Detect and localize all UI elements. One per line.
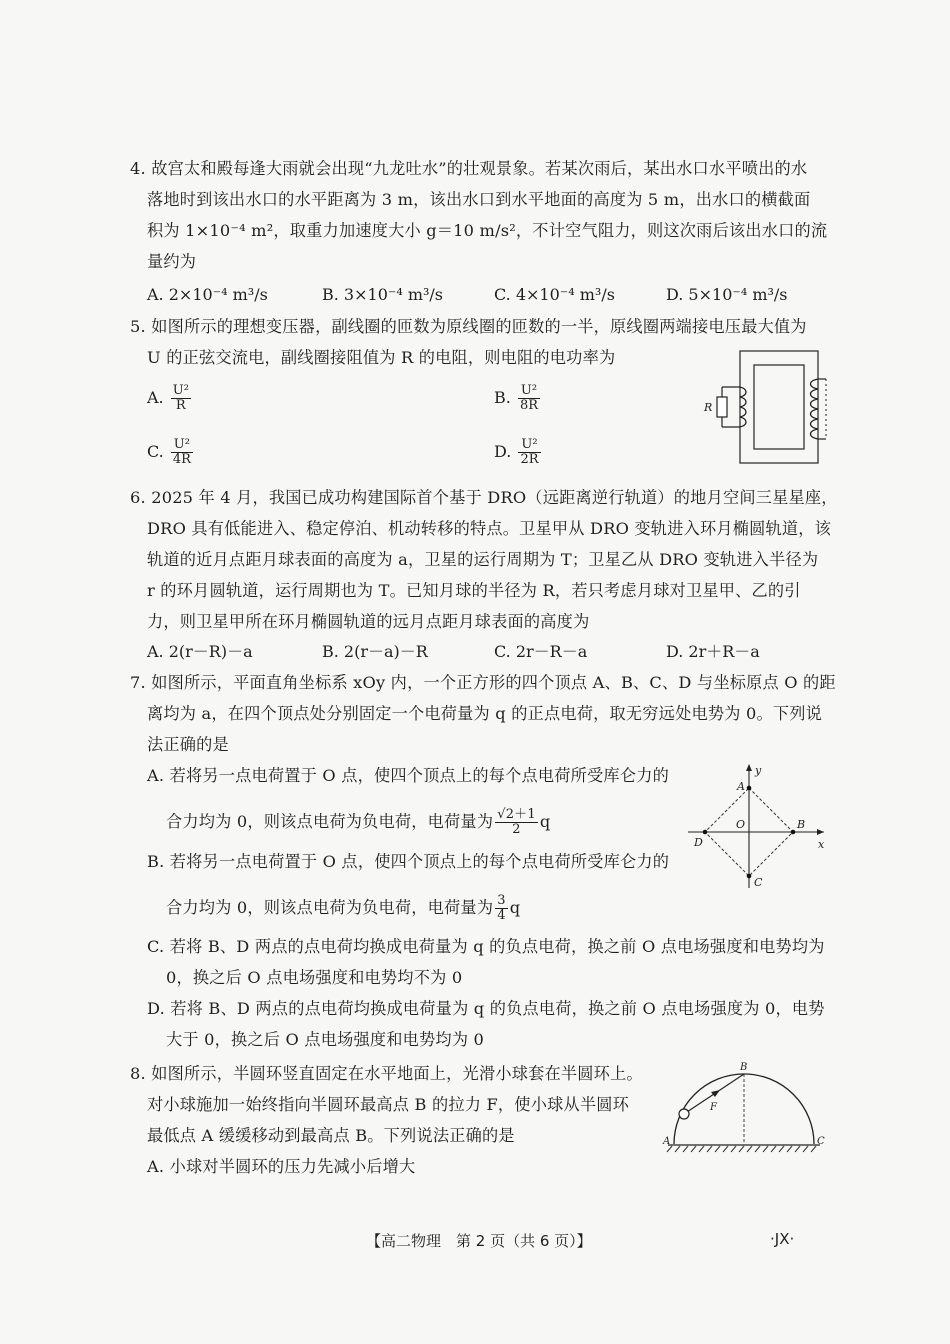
- q6-option-a: A. 2(r－R)－a: [147, 642, 253, 661]
- q7-line-1: 7. 如图所示，平面直角坐标系 xOy 内，一个正方形的四个顶点 A、B、C、D 与坐标原点 O 的距: [130, 673, 836, 692]
- q7-option-b-q: q: [509, 898, 521, 917]
- q5-option-c-label: C.: [147, 442, 164, 461]
- label-a: A: [663, 1136, 671, 1147]
- q6-option-c: C. 2r－R－a: [494, 642, 588, 661]
- q7-option-d-line-1: D. 若将 B、D 两点的点电荷均换成电荷量为 q 的负点电荷，换之前 O 点电场强度为 0，电势: [147, 999, 825, 1018]
- q7-option-b-text: 合力均为 0，则该点电荷为负电荷，电荷量为: [166, 898, 494, 917]
- q6-line-3: 轨道的近月点距月球表面的高度为 a，卫星的运行周期为 T；卫星乙从 DRO 变轨进入半径为: [147, 550, 819, 569]
- numerator: U²: [171, 438, 193, 453]
- force-arrow-icon: [711, 1090, 720, 1097]
- q6-line-5: 力，则卫星甲所在环月椭圆轨道的远月点距月球表面的高度为: [147, 612, 590, 631]
- label-d: D: [694, 836, 703, 849]
- x-axis-arrow-icon: [817, 829, 824, 835]
- q7-option-a-line-2: [166, 808, 550, 837]
- iron-core-inner: [754, 365, 804, 449]
- q5-option-b-fraction: [518, 384, 540, 413]
- q7-option-c-line-1: C. 若将 B、D 两点的点电荷均换成电荷量为 q 的负点电荷，换之前 O 点电场强度和电势均为: [147, 937, 825, 956]
- q7-option-a-q: q: [539, 812, 551, 831]
- q8-option-a: A. 小球对半圆环的压力先减小后增大: [147, 1157, 416, 1176]
- label-c: C: [754, 876, 763, 889]
- resistor: [717, 397, 727, 417]
- q4-line-1: 4. 故宫太和殿每逢大雨就会出现“九龙吐水”的壮观景象。若某次雨后，某出水口水平喷出的水: [130, 159, 808, 178]
- q8-line-2: 对小球施加一始终指向半圆环最高点 B 的拉力 F，使小球从半圆环: [147, 1095, 630, 1114]
- q5-line-1: 5. 如图所示的理想变压器，副线圈的匝数为原线圈的匝数的一半，原线圈两端接电压最大值为: [130, 317, 807, 336]
- q4-line-3: 积为 1×10⁻⁴ m²，取重力加速度大小 g＝10 m/s²，不计空气阻力，则这次雨后该出水口的流: [147, 221, 828, 240]
- q4-option-d: D. 5×10⁻⁴ m³/s: [666, 285, 788, 304]
- q7-option-b-fraction: [495, 894, 507, 923]
- y-axis-arrow-icon: [746, 764, 752, 771]
- q6-option-b: B. 2(r－a)－R: [322, 642, 428, 661]
- q4-option-b: B. 3×10⁻⁴ m³/s: [322, 285, 444, 304]
- q8-line-1: 8. 如图所示，半圆环竖直固定在水平地面上，光滑小球套在半圆环上。: [130, 1064, 643, 1083]
- q6-line-2: DRO 具有低能进入、稳定停泊、机动转移的特点。卫星甲从 DRO 变轨进入环月椭圆轨道，该: [147, 519, 832, 538]
- semicircle-figure: [660, 1060, 830, 1160]
- small-ball: [679, 1109, 689, 1119]
- numerator: U²: [518, 384, 540, 399]
- footer-code: ·JX·: [770, 1230, 795, 1248]
- q4-option-c: C. 4×10⁻⁴ m³/s: [494, 285, 615, 304]
- label-b: B: [740, 1062, 748, 1073]
- q7-option-a-fraction: [495, 808, 538, 837]
- q7-option-b-line-2: [166, 894, 520, 923]
- numerator: U²: [172, 383, 189, 398]
- numerator: √2＋1: [497, 807, 536, 822]
- q7-option-b-line-1: B. 若将另一点电荷置于 O 点，使四个顶点上的每个点电荷所受库仑力的: [147, 852, 670, 871]
- vertex-d: [703, 830, 708, 835]
- x-axis-label: x: [818, 838, 825, 851]
- label-f: F: [710, 1102, 717, 1113]
- transformer-figure: [700, 345, 830, 470]
- numerator: U²: [518, 438, 540, 453]
- primary-coil: [811, 379, 819, 439]
- q4-line-2: 落地时到该出水口的水平距离为 3 m，该出水口到水平地面的高度为 5 m，出水口的横截面: [147, 190, 811, 209]
- q7-option-a-text: 合力均为 0，则该点电荷为负电荷，电荷量为: [166, 812, 494, 831]
- label-b: B: [797, 818, 806, 831]
- q5-option-d-fraction: [518, 438, 540, 467]
- q5-option-d: [494, 438, 543, 467]
- charge-square-figure: [680, 760, 830, 895]
- denominator: 8R: [519, 398, 538, 413]
- vertex-c: [747, 874, 752, 879]
- iron-core-outer: [740, 351, 818, 463]
- secondary-coil: [740, 387, 746, 427]
- page-footer: 【高二物理 第 2 页（共 6 页）】: [366, 1232, 592, 1250]
- label-a: A: [737, 780, 745, 793]
- vertex-a: [747, 786, 752, 791]
- vertex-b: [791, 830, 796, 835]
- label-o: O: [736, 818, 746, 831]
- q5-option-a-fraction: [171, 384, 191, 413]
- q7-line-2: 离均为 a，在四个顶点处分别固定一个电荷量为 q 的正点电荷，取无穷远处电势为 0。下列说: [147, 704, 823, 723]
- q6-option-d: D. 2r＋R－a: [666, 642, 760, 661]
- q5-option-d-label: D.: [494, 442, 512, 461]
- denominator: R: [175, 398, 186, 413]
- y-axis-label: y: [755, 764, 762, 777]
- q6-line-4: r 的环月圆轨道，运行周期也为 T。已知月球的半径为 R，若只考虑月球对卫星甲、乙的引: [147, 581, 801, 600]
- numerator: 3: [497, 893, 506, 908]
- q4-line-4: 量约为: [147, 252, 197, 271]
- label-c: C: [817, 1136, 825, 1147]
- denominator: 4R: [172, 452, 191, 467]
- denominator: 2: [512, 822, 521, 837]
- ground-hatch: [667, 1146, 816, 1152]
- q7-line-3: 法正确的是: [147, 735, 229, 754]
- q5-line-2: U 的正弦交流电，副线圈接阻值为 R 的电阻，则电阻的电功率为: [147, 348, 616, 367]
- q7-option-a-line-1: A. 若将另一点电荷置于 O 点，使四个顶点上的每个点电荷所受库仑力的: [147, 766, 669, 785]
- q4-option-a: A. 2×10⁻⁴ m³/s: [147, 285, 268, 304]
- q6-line-1: 6. 2025 年 4 月，我国已成功构建国际首个基于 DRO（远距离逆行轨道）的地月空间三星星座，: [130, 488, 838, 507]
- denominator: 4: [497, 908, 506, 923]
- q5-option-c: [147, 438, 195, 467]
- q5-option-a-label: A.: [147, 388, 164, 407]
- denominator: 2R: [520, 452, 539, 467]
- q8-line-3: 最低点 A 缓缓移动到最高点 B。下列说法正确的是: [147, 1126, 515, 1145]
- resistor-label: R: [704, 401, 713, 414]
- q5-option-b-label: B.: [494, 388, 511, 407]
- q7-option-c-line-2: 0，换之后 O 点电场强度和电势均不为 0: [166, 968, 463, 987]
- q5-option-b: [494, 384, 542, 413]
- q7-option-d-line-2: 大于 0，换之后 O 点电场强度和电势均为 0: [166, 1030, 485, 1049]
- q5-option-c-fraction: [171, 438, 193, 467]
- q5-option-a: [147, 384, 193, 413]
